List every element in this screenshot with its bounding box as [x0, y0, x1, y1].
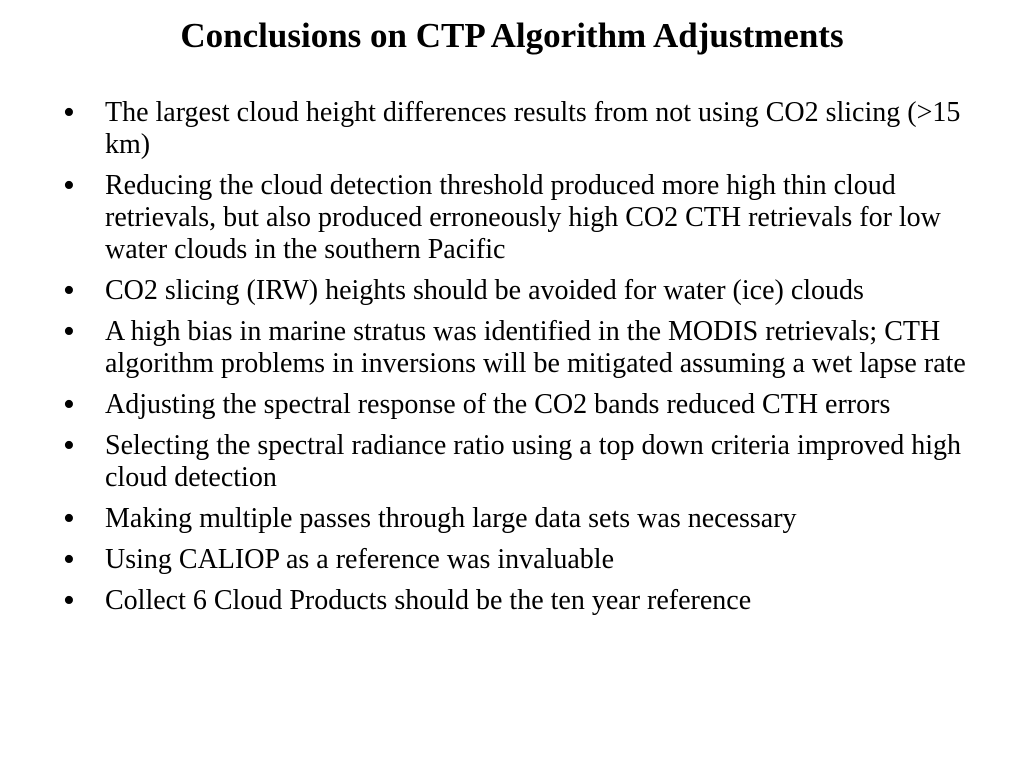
bullet-dot-icon: •	[63, 386, 75, 423]
bullet-dot-icon: •	[63, 272, 75, 309]
bullet-text: Making multiple passes through large data sets was necessary	[105, 503, 797, 534]
bullet-text: The largest cloud height differences results from not using CO2 slicing (>15 km)	[105, 97, 961, 160]
bullet-item	[54, 167, 999, 266]
bullet-item	[54, 386, 999, 423]
bullet-item	[54, 94, 999, 161]
slide-title: Conclusions on CTP Algorithm Adjustments	[180, 16, 844, 55]
bullet-text: Collect 6 Cloud Products should be the ten year reference	[105, 585, 752, 616]
bullet-dot-icon: •	[63, 541, 75, 578]
bullet-item	[54, 541, 999, 578]
bullet-text: Reducing the cloud detection threshold produced more high thin cloud retrievals, but also produced erroneously high CO2 CTH retrievals for low water clouds in the southern Pacific	[105, 170, 941, 265]
bullet-dot-icon: •	[63, 313, 75, 350]
bullet-item	[54, 313, 999, 380]
bullet-text: Using CALIOP as a reference was invaluable	[105, 544, 615, 575]
bullet-dot-icon: •	[63, 94, 75, 131]
bullet-item	[54, 427, 999, 494]
bullet-text: A high bias in marine stratus was identified in the MODIS retrievals; CTH algorithm problems in inversions will be mitigated assuming a wet lapse rate	[105, 316, 966, 379]
bullet-item	[54, 500, 999, 537]
bullet-list	[54, 94, 999, 626]
bullet-dot-icon: •	[63, 582, 75, 619]
bullet-text: Adjusting the spectral response of the CO2 bands reduced CTH errors	[105, 389, 891, 420]
bullet-text: CO2 slicing (IRW) heights should be avoided for water (ice) clouds	[105, 275, 864, 306]
bullet-text: Selecting the spectral radiance ratio using a top down criteria improved high cloud detection	[105, 430, 962, 493]
bullet-item	[54, 582, 999, 619]
bullet-dot-icon: •	[63, 500, 75, 537]
bullet-dot-icon: •	[63, 167, 75, 204]
bullet-dot-icon: •	[63, 427, 75, 464]
bullet-item	[54, 272, 999, 309]
